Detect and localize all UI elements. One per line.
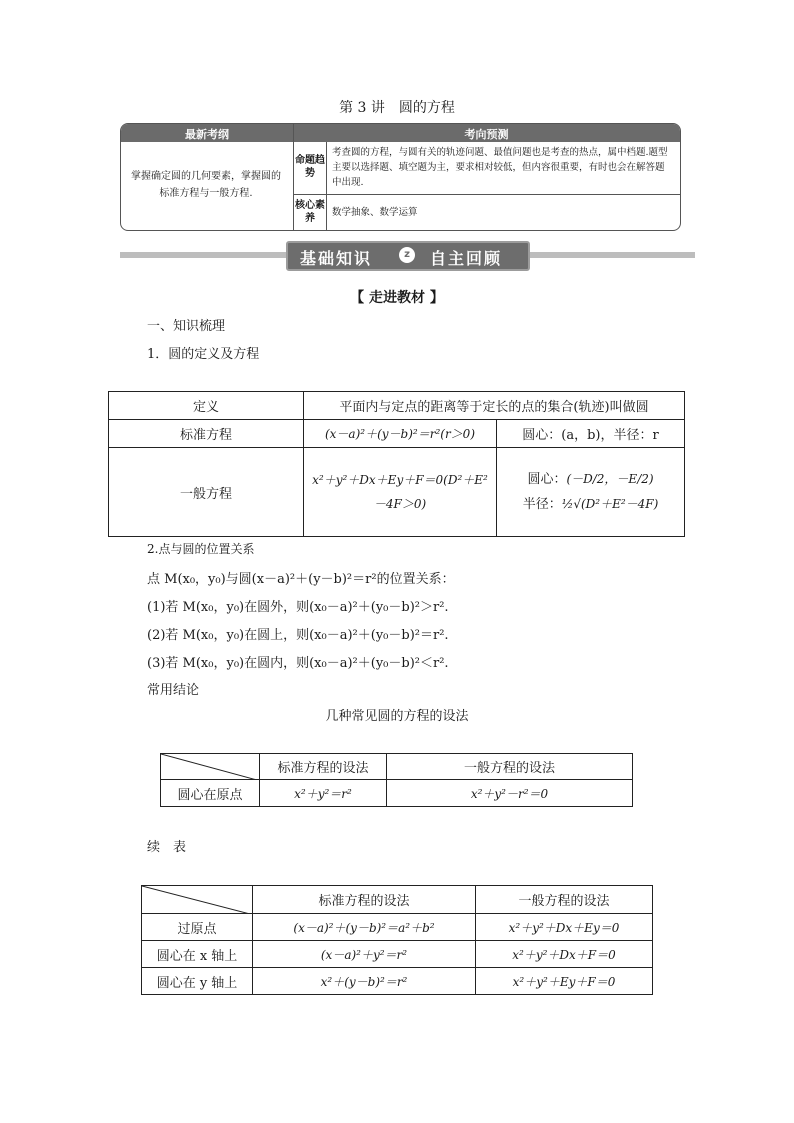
center-value: (－D/2，－E/2) — [566, 472, 654, 486]
position-case-3: (3)若 M(x₀，y₀)在圆内，则(x₀－a)²＋(y₀－b)²＜r². — [147, 656, 449, 671]
core-literacy-label: 核心素养 — [295, 200, 325, 224]
table-cell: x²＋y²＝r² — [260, 780, 387, 807]
continued-label: 续 表 — [147, 840, 187, 855]
banner-left-text: 基础知识 — [300, 249, 373, 268]
col-general: 一般方程的设法 — [476, 886, 653, 914]
latest-syllabus-heading: 最新考纲 — [185, 128, 229, 141]
table-cell: x²＋y²＋Dx＋F＝0 — [476, 941, 653, 968]
row-label: 过原点 — [142, 914, 253, 941]
common-forms-table — [160, 753, 633, 807]
row-label: 圆心在原点 — [161, 780, 260, 807]
definition-label: 定义 — [109, 392, 304, 420]
outline-heading-2: 1．圆的定义及方程 — [147, 347, 260, 362]
center-label: 圆心： — [527, 472, 567, 487]
position-case-2: (2)若 M(x₀，y₀)在圆上，则(x₀－a)²＋(y₀－b)²＝r². — [147, 628, 449, 643]
outline-header-bar — [121, 124, 680, 142]
page-title: 第 3 讲 圆的方程 — [339, 100, 455, 116]
diagonal-header-cell — [161, 754, 260, 780]
trend-text: 考查圆的方程，与圆有关的轨迹问题、最值问题也是考查的热点，属中档题.题型主要以选择题、填空题为主，要求相对较低，但内容很重要，有时也会在解答题中出现. — [332, 147, 668, 188]
diagonal-header-cell — [142, 886, 253, 914]
diagonal-line — [161, 754, 257, 780]
banner-right-text: 自主回顾 — [430, 249, 503, 268]
general-eq-label: 一般方程 — [109, 448, 304, 537]
trend-label: 命题趋势 — [295, 155, 325, 179]
forecast-heading: 考向预测 — [464, 128, 509, 141]
table2-title: 几种常见圆的方程的设法 — [325, 709, 469, 724]
standard-eq-info: 圆心：(a，b)，半径：r — [497, 420, 685, 448]
table-cell: x²＋y²＋Ey＋F＝0 — [476, 968, 653, 995]
col-general: 一般方程的设法 — [387, 754, 633, 780]
table-cell: x²＋y²＋Dx＋Ey＝0 — [476, 914, 653, 941]
circle-definition-table — [108, 391, 685, 537]
section-banner — [286, 241, 530, 271]
position-intro: 点 M(x₀，y₀)与圆(x－a)²＋(y－b)²＝r²的位置关系： — [147, 572, 455, 587]
col-standard: 标准方程的设法 — [253, 886, 476, 914]
radius-label: 半径： — [522, 497, 562, 512]
standard-eq: (x－a)²＋(y－b)²＝r²(r＞0) — [304, 420, 497, 448]
table-cell: (x－a)²＋y²＝r² — [253, 941, 476, 968]
radius-value: ½√(D²＋E²－4F) — [561, 497, 659, 511]
general-eq-info — [497, 448, 685, 537]
table-cell: x²＋y²－r²＝0 — [387, 780, 633, 807]
table-cell: (x－a)²＋(y－b)²＝a²＋b² — [253, 914, 476, 941]
core-literacy-text: 数学抽象、数学运算 — [332, 207, 418, 218]
divider — [326, 142, 327, 230]
diagonal-line — [142, 886, 250, 914]
general-eq: x²＋y²＋Dx＋Ey＋F＝0(D²＋E²－4F＞0) — [304, 448, 497, 537]
common-conclusions-heading: 常用结论 — [147, 683, 200, 698]
table-cell: x²＋(y－b)²＝r² — [253, 968, 476, 995]
row-label: 圆心在 x 轴上 — [142, 941, 253, 968]
center-line — [498, 467, 683, 492]
radius-line — [498, 492, 683, 517]
section-title: 【 走进教材 】 — [350, 290, 444, 306]
row-label: 圆心在 y 轴上 — [142, 968, 253, 995]
position-heading: 2.点与圆的位置关系 — [147, 542, 255, 556]
standard-eq-label: 标准方程 — [109, 420, 304, 448]
exam-outline-box — [120, 123, 681, 231]
circle-z-icon: z — [399, 247, 415, 263]
common-forms-table-continued — [141, 885, 653, 995]
col-standard: 标准方程的设法 — [260, 754, 387, 780]
outline-heading-1: 一、知识梳理 — [147, 319, 226, 334]
position-case-1: (1)若 M(x₀，y₀)在圆外，则(x₀－a)²＋(y₀－b)²＞r². — [147, 600, 449, 615]
definition-text: 平面内与定点的距离等于定长的点的集合(轨迹)叫做圆 — [304, 392, 685, 420]
divider — [294, 194, 680, 195]
syllabus-text: 掌握确定圆的几何要素，掌握圆的标准方程与一般方程. — [131, 171, 281, 199]
